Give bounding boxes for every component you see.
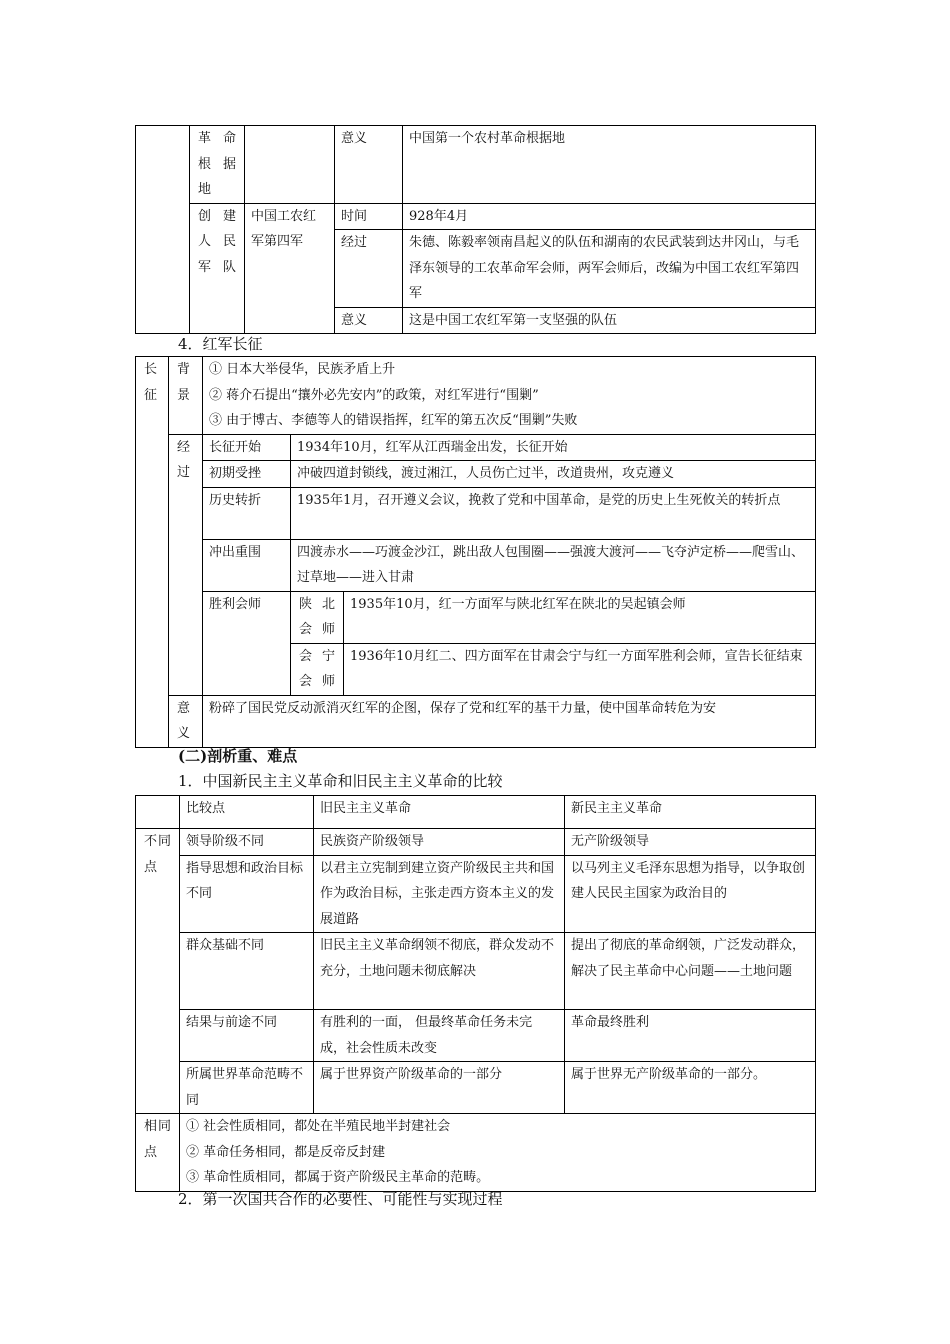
stage-text: 四渡赤水——巧渡金沙江，跳出敌人包围圈——强渡大渡河——飞夺泸定桥——爬雪山、过草地——进入甘肃 <box>291 539 816 591</box>
army-label: 创建人民军队 <box>190 203 245 334</box>
background-item: ③ 由于博古、李德等人的错误指挥，红军的第五次反“围剿”失败 <box>209 413 578 428</box>
stage-label: 长征开始 <box>203 434 291 461</box>
similarity-item: ① 社会性质相同，都处在半殖民地半封建社会 <box>186 1119 451 1134</box>
similarity-label: 相同点 <box>136 1114 180 1192</box>
victory-sub-label: 陕北会师 <box>291 591 344 643</box>
background-item: ② 蒋介石提出“攘外必先安内”的政策，对红军进行“围剿” <box>209 387 539 403</box>
new-revolution-cell: 提出了彻底的革命纲领，广泛发动群众，解决了民主革命中心问题——土地问题 <box>565 933 816 1010</box>
victory-label: 胜利会师 <box>203 591 291 695</box>
similarity-item: ③ 革命性质相同，都属于资产阶级民主革命的范畴。 <box>186 1170 490 1185</box>
old-revolution-cell: 民族资产阶级领导 <box>314 829 565 856</box>
new-revolution-cell: 革命最终胜利 <box>565 1010 816 1062</box>
similarity-item: ② 革命任务相同，都是反帝反封建 <box>186 1144 386 1160</box>
old-revolution-cell: 属于世界资产阶级革命的一部分 <box>314 1062 565 1114</box>
process-label: 经过 <box>335 230 403 308</box>
comparison-point: 指导思想和政治目标不同 <box>180 855 314 933</box>
base-area-label: 革命根据地 <box>190 126 245 204</box>
time-text: 928年4月 <box>403 203 816 230</box>
difference-label: 不同点 <box>136 829 180 1114</box>
significance-text: 中国第一个农村革命根据地 <box>403 126 816 204</box>
background-label: 背景 <box>169 357 203 435</box>
comparison-point: 所属世界革命范畴不同 <box>180 1062 314 1114</box>
comparison-table <box>135 795 816 1192</box>
army-name: 中国工农红军第四军 <box>245 203 335 334</box>
column-header: 比较点 <box>180 796 314 829</box>
background-list <box>203 357 816 435</box>
significance-label: 意义 <box>335 307 403 334</box>
victory-text: 1936年10月红二、四方面军在甘肃会宁与红一方面军胜利会师，宣告长征结束 <box>344 643 816 695</box>
time-label: 时间 <box>335 203 403 230</box>
stage-text: 1934年10月，红军从江西瑞金出发，长征开始 <box>291 434 816 461</box>
significance-text: 粉碎了国民党反动派消灭红军的企图，保存了党和红军的基干力量，使中国革命转危为安 <box>203 695 816 747</box>
stage-text: 冲破四道封锁线，渡过湘江，人员伤亡过半，改道贵州，攻克遵义 <box>291 461 816 488</box>
new-revolution-cell: 无产阶级领导 <box>565 829 816 856</box>
long-march-table <box>135 356 816 748</box>
empty-cell <box>245 126 335 204</box>
victory-sub-label: 会宁会师 <box>291 643 344 695</box>
cooperation-heading: 2．第一次国共合作的必要性、可能性与实现过程 <box>178 1190 503 1208</box>
comparison-heading: 1．中国新民主主义革命和旧民主主义革命的比较 <box>178 772 503 790</box>
process-text: 朱德、陈毅率领南昌起义的队伍和湖南的农民武装到达井冈山，与毛泽东领导的工农革命军会师，两军会师后，改编为中国工农红军第四军 <box>403 230 816 308</box>
comparison-point: 结果与前途不同 <box>180 1010 314 1062</box>
significance-label: 意义 <box>335 126 403 204</box>
empty-cell <box>136 796 180 829</box>
old-revolution-cell: 以君主立宪制到建立资产阶级民主共和国作为政治目标，主张走西方资本主义的发展道路 <box>314 855 565 933</box>
stage-label: 历史转折 <box>203 487 291 539</box>
similarity-list <box>180 1114 816 1192</box>
significance-label: 意义 <box>169 695 203 747</box>
long-march-label: 长征 <box>136 357 169 748</box>
old-revolution-cell: 有胜利的一面， 但最终革命任务未完成，社会性质未改变 <box>314 1010 565 1062</box>
long-march-heading: 4．红军长征 <box>178 335 263 353</box>
base-area-table <box>135 125 816 334</box>
stage-label: 冲出重围 <box>203 539 291 591</box>
section-heading: (二)剖析重、难点 <box>178 747 298 765</box>
new-revolution-cell: 以马列主义毛泽东思想为指导，以争取创建人民民主国家为政治目的 <box>565 855 816 933</box>
old-revolution-cell: 旧民主主义革命纲领不彻底，群众发动不充分，土地问题未彻底解决 <box>314 933 565 1010</box>
empty-cell <box>136 126 190 334</box>
stage-label: 初期受挫 <box>203 461 291 488</box>
new-revolution-cell: 属于世界无产阶级革命的一部分。 <box>565 1062 816 1114</box>
victory-text: 1935年10月，红一方面军与陕北红军在陕北的吴起镇会师 <box>344 591 816 643</box>
process-label: 经过 <box>169 434 203 695</box>
comparison-point: 领导阶级不同 <box>180 829 314 856</box>
comparison-point: 群众基础不同 <box>180 933 314 1010</box>
column-header: 旧民主主义革命 <box>314 796 565 829</box>
background-item: ① 日本大举侵华，民族矛盾上升 <box>209 362 396 377</box>
stage-text: 1935年1月，召开遵义会议，挽救了党和中国革命，是党的历史上生死攸关的转折点 <box>291 487 816 539</box>
column-header: 新民主主义革命 <box>565 796 816 829</box>
significance-text: 这是中国工农红军第一支坚强的队伍 <box>403 307 816 334</box>
